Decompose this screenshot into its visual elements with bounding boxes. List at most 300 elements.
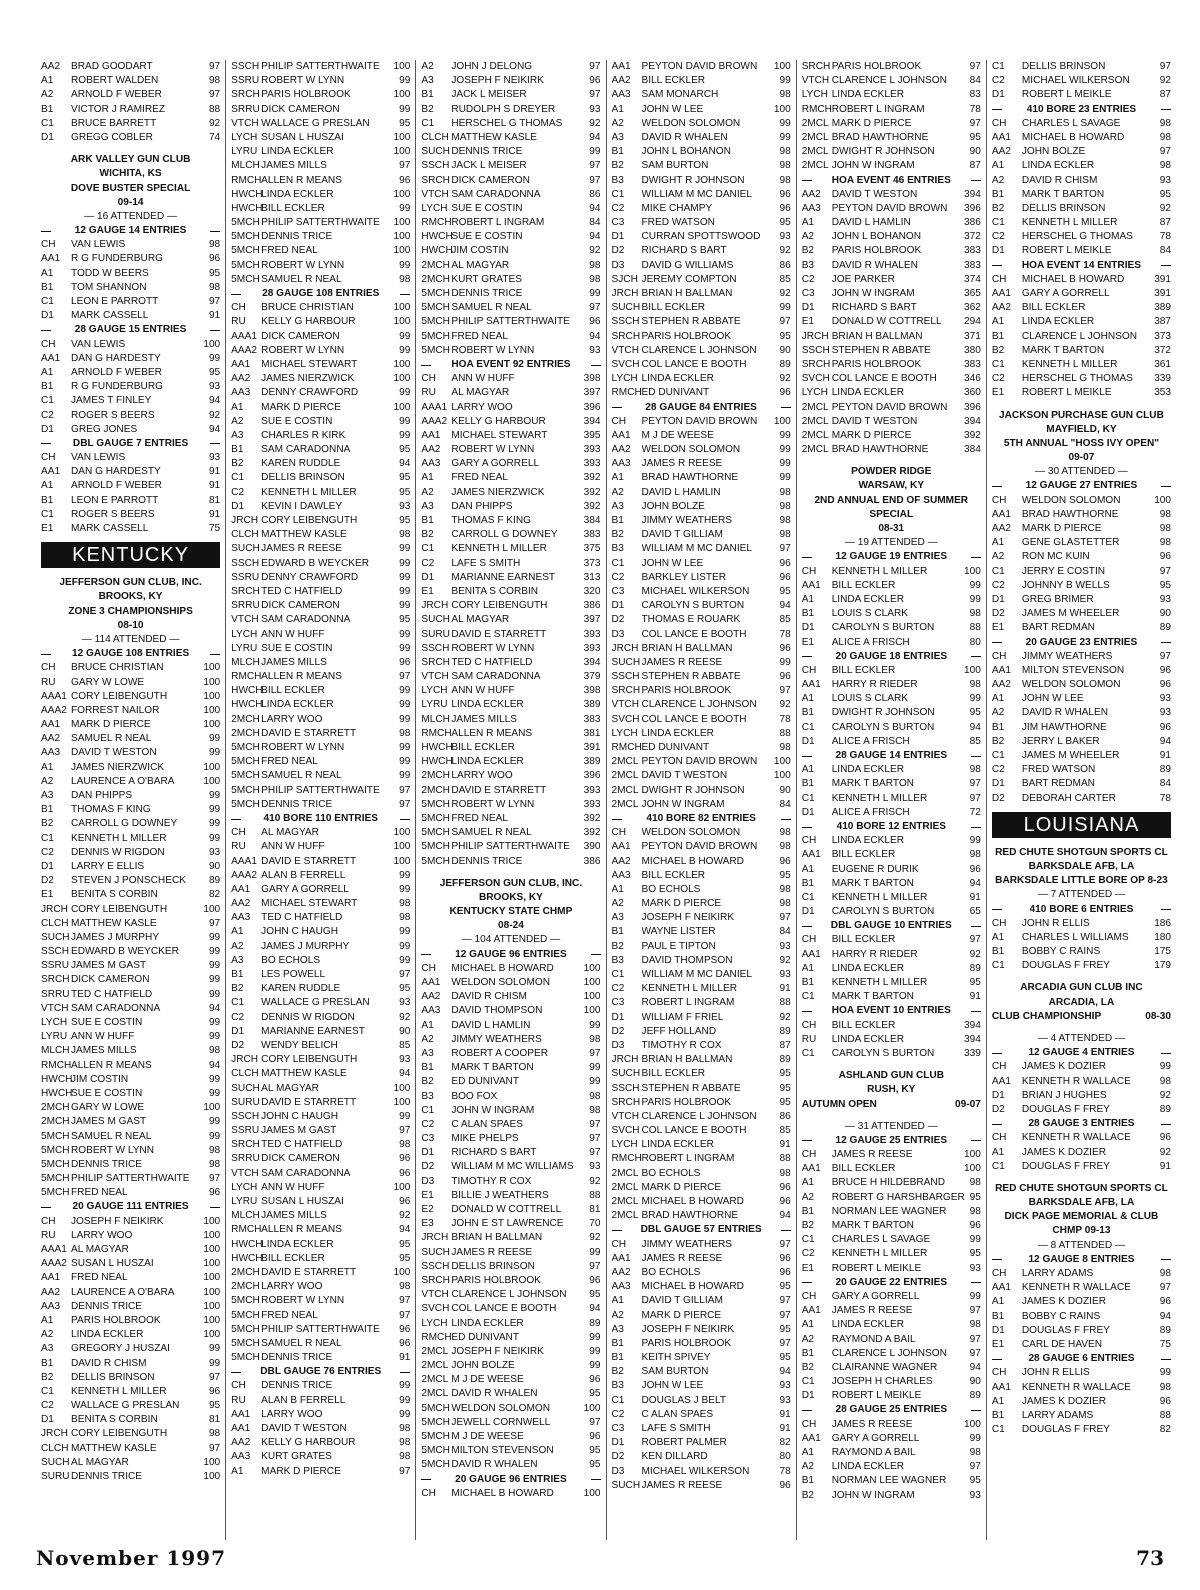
class-code: AA1 [801, 948, 821, 960]
shooter-name: DAVID E STARRETT [261, 1096, 357, 1108]
score: 100 [393, 217, 411, 229]
shooter-name: DAVID R CHISM [451, 991, 527, 1003]
result-row [802, 1432, 981, 1446]
dash-left [802, 1282, 812, 1283]
class-code: B1 [421, 89, 434, 101]
shooter-name: JOHN E ST LAWRENCE [451, 1218, 564, 1230]
shooter-name: KENNETH L MILLER [261, 486, 357, 498]
score: 92 [779, 1011, 791, 1023]
result-row [992, 579, 1171, 593]
class-code: AA1 [231, 358, 251, 370]
event-heading [421, 1473, 600, 1487]
result-row [992, 60, 1171, 74]
shooter-name: ED DUNIVANT [451, 1331, 520, 1343]
shooter-name: SUE E COSTIN [261, 415, 333, 427]
result-row [992, 330, 1171, 344]
score: 94 [779, 600, 791, 612]
result-row [421, 145, 600, 159]
class-code: SUCH [231, 543, 260, 555]
class-code: C1 [991, 358, 1005, 370]
shooter-name: WELDON SOLOMON [451, 977, 551, 988]
shooter-name: PARIS HOLBROOK [261, 89, 351, 101]
score: 85 [779, 614, 791, 626]
score: 99 [399, 1394, 411, 1406]
class-code: A3 [611, 500, 624, 512]
class-code: AA3 [611, 1281, 631, 1293]
score: 100 [393, 302, 411, 314]
shooter-name: DENNIS W RIGDON [71, 846, 165, 858]
result-row [802, 1418, 981, 1432]
result-row [41, 945, 220, 959]
dash-right [971, 1282, 981, 1283]
result-row [992, 735, 1171, 749]
shooter-name: PHILIP SATTERTHWAITE [261, 217, 380, 229]
class-code: 5MCH [421, 344, 450, 356]
score: 98 [1159, 1381, 1172, 1393]
score: 94 [969, 721, 981, 733]
result-row [421, 273, 600, 287]
class-code: D1 [41, 1414, 54, 1426]
result-row [231, 585, 410, 599]
class-code: AA2 [231, 373, 251, 385]
result-row [421, 315, 600, 329]
shooter-name: CLARENCE L JOHNSON [1021, 330, 1138, 342]
score: 389 [583, 756, 601, 768]
score: 98 [208, 75, 221, 87]
score: 99 [208, 818, 221, 830]
class-code: SRRU [231, 600, 260, 612]
result-row [992, 88, 1171, 102]
score: 95 [399, 1252, 411, 1264]
class-code: 2MCL [611, 1210, 639, 1222]
event-title: 410 BORE 6 ENTRIES [1029, 903, 1134, 915]
result-row [992, 550, 1171, 564]
result-row [612, 174, 791, 188]
result-row [41, 661, 220, 675]
result-row [41, 1030, 220, 1044]
dash-right [1161, 486, 1171, 487]
class-code: AAA2 [231, 344, 257, 356]
shooter-name: LINDA ECKLER [71, 1329, 144, 1341]
result-row [612, 273, 791, 287]
shooter-name: ED DUNIVANT [451, 1076, 520, 1088]
score: 86 [589, 188, 601, 200]
result-row [41, 917, 220, 931]
shooter-name: ROGER S BEERS [71, 409, 155, 421]
club-heading-line: ARCADIA GUN CLUB INC [1020, 982, 1143, 994]
class-code: C3 [611, 585, 625, 597]
result-row [231, 1337, 410, 1351]
score: 91 [1159, 750, 1172, 761]
class-code: A3 [41, 1343, 54, 1355]
class-code: A2 [421, 61, 434, 72]
result-row [802, 330, 981, 344]
result-row [612, 571, 791, 585]
class-code: B1 [41, 804, 54, 816]
shooter-name: DENNIS TRICE [261, 1352, 333, 1364]
result-row [231, 528, 410, 542]
result-row [421, 1075, 600, 1089]
result-row [802, 579, 981, 593]
result-row [421, 1203, 600, 1217]
score: 95 [399, 444, 411, 456]
club-heading-line: BARKSDALE LITTLE BORE OP 8-23 [995, 875, 1168, 887]
class-code: SSCH [611, 671, 640, 683]
score: 93 [589, 103, 601, 115]
class-code: C1 [991, 217, 1005, 229]
result-row [231, 713, 410, 727]
score: 98 [779, 1167, 791, 1179]
shooter-name: CORY LEIBENGUTH [261, 515, 358, 526]
class-code: A2 [801, 1333, 815, 1345]
result-row [802, 230, 981, 244]
result-row [992, 287, 1171, 301]
class-code: AAA2 [41, 704, 67, 716]
result-row [612, 60, 791, 74]
shooter-name: JEFF HOLLAND [641, 1025, 717, 1037]
shooter-name: ANN W HUFF [261, 1181, 325, 1193]
result-row [992, 1060, 1171, 1074]
shooter-name: KAREN RUDDLE [261, 458, 341, 470]
score: 95 [969, 707, 981, 719]
club-heading-line: ARK VALLEY GUN CLUB [70, 154, 191, 166]
result-row [41, 888, 220, 902]
results-column [415, 60, 605, 1540]
result-row [802, 443, 981, 457]
result-row [992, 131, 1171, 145]
class-code: D1 [41, 860, 54, 872]
shooter-name: DONALD W COTTRELL [451, 1204, 562, 1215]
shooter-name: LINDA ECKLER [641, 727, 714, 739]
result-row [231, 230, 410, 244]
result-row [802, 117, 981, 131]
shooter-name: JAMES J MURPHY [71, 931, 160, 943]
score: 100 [393, 131, 411, 143]
score: 98 [589, 1104, 601, 1116]
class-code: SUCH [611, 1479, 641, 1491]
score: 100 [393, 827, 411, 839]
shooter-name: KENNETH L MILLER [1021, 217, 1118, 229]
score: 386 [964, 217, 981, 229]
score: 89 [208, 875, 221, 887]
result-row [41, 1087, 220, 1101]
score: 90 [969, 1376, 981, 1388]
shooter-name: TODD W BEERS [71, 267, 149, 279]
event-title: 12 GAUGE 19 ENTRIES [835, 551, 948, 563]
class-code: E1 [801, 1262, 815, 1274]
class-code: B1 [421, 1062, 434, 1074]
class-code: SUCH [421, 1246, 450, 1258]
class-code: SVCH [611, 358, 640, 370]
result-row [231, 940, 410, 954]
shooter-name: CURRAN SPOTTSWOOD [641, 231, 761, 243]
class-code: A2 [801, 1191, 815, 1203]
class-code: AA1 [801, 849, 821, 861]
class-code: A1 [611, 1295, 624, 1307]
score: 100 [583, 1487, 601, 1499]
shooter-name: HARRY R RIEDER [831, 679, 918, 691]
score: 86 [779, 1110, 791, 1122]
shooter-name: KENNETH L MILLER [71, 1385, 167, 1397]
result-row [231, 798, 410, 812]
score: 99 [399, 713, 411, 725]
shooter-name: LARRY ADAMS [1021, 1268, 1094, 1280]
result-row [612, 1309, 791, 1323]
score: 100 [203, 662, 221, 674]
result-row [612, 486, 791, 500]
class-code: 2MCL [611, 1196, 639, 1207]
class-code: A1 [41, 480, 54, 492]
shooter-name: DWIGHT R JOHNSON [641, 784, 745, 796]
shooter-name: DAVID T GILLIAM [641, 1295, 723, 1307]
result-row [802, 593, 981, 607]
class-code: SUCH [611, 656, 641, 668]
dash-left [421, 1479, 431, 1480]
class-code: B2 [611, 1366, 624, 1378]
shooter-name: LAFE S SMITH [451, 557, 521, 569]
result-row [421, 784, 600, 798]
shooter-name: MARK T BARTON [451, 1062, 534, 1074]
score: 99 [399, 756, 411, 768]
class-code: CH [991, 117, 1007, 129]
result-row [231, 1252, 410, 1266]
score: 98 [1159, 131, 1172, 143]
class-code: VTCH [41, 1002, 69, 1014]
result-row [612, 1408, 791, 1422]
result-row [231, 1450, 410, 1464]
score: 99 [589, 146, 601, 158]
shooter-name: LOUIS S CLARK [831, 693, 908, 705]
shooter-name: BILL ECKLER [641, 1068, 706, 1080]
score: 96 [399, 1323, 411, 1335]
result-row [41, 465, 220, 479]
class-code: RU [231, 1394, 246, 1406]
class-code: E1 [421, 585, 434, 597]
class-code: RMCH [231, 174, 262, 186]
score: 93 [779, 231, 791, 243]
class-code: D2 [991, 608, 1005, 620]
class-code: RMCH [611, 742, 642, 753]
class-code: LYCH [421, 1317, 448, 1329]
shooter-name: JAMES NIERZWICK [261, 373, 355, 385]
score: 96 [1159, 551, 1172, 563]
class-code: C1 [801, 991, 815, 1003]
score: 95 [779, 217, 791, 229]
club-heading-line: — 8 ATTENDED — [1037, 1239, 1126, 1251]
class-code: HWCH [231, 699, 263, 711]
score: 392 [583, 472, 601, 484]
class-code: AA3 [421, 458, 441, 470]
club-heading-line: JEFFERSON GUN CLUB, INC. [59, 577, 202, 589]
score: 100 [393, 401, 411, 413]
result-row [421, 571, 600, 585]
result-row [41, 1016, 220, 1030]
shooter-name: CORY LEIBENGUTH [71, 690, 168, 702]
shooter-name: FRED WATSON [1021, 764, 1096, 776]
shooter-name: GARY A GORRELL [1021, 288, 1110, 299]
class-code: B1 [801, 1205, 815, 1217]
score: 99 [208, 1357, 221, 1369]
class-code: RMCH [801, 103, 832, 115]
shooter-name: MARK D PIERCE [641, 1309, 722, 1321]
class-code: AA3 [611, 89, 631, 101]
score: 99 [399, 926, 411, 938]
result-row [231, 1379, 410, 1393]
club-event-line [802, 1098, 981, 1112]
class-code: CH [801, 1149, 817, 1161]
result-row [231, 1025, 410, 1039]
shooter-name: DAVID R WHALEN [641, 131, 728, 143]
class-code: AAA1 [41, 1244, 67, 1255]
score: 383 [964, 358, 981, 370]
score: 96 [589, 75, 601, 87]
class-code: LYCH [421, 685, 448, 697]
result-row [992, 315, 1171, 329]
class-code: D1 [611, 231, 625, 243]
score: 91 [208, 480, 221, 492]
score: 95 [399, 486, 411, 498]
result-row [231, 911, 410, 925]
result-row [992, 1089, 1171, 1103]
shooter-name: AL MAGYAR [261, 827, 319, 839]
result-row [41, 60, 220, 74]
score: 96 [1159, 1395, 1172, 1407]
event-title: 410 BORE 110 ENTRIES [263, 812, 378, 824]
result-row [41, 1044, 220, 1058]
club-heading-line: BROOKS, KY [478, 891, 543, 903]
class-code: CH [41, 1215, 56, 1227]
result-row [421, 990, 600, 1004]
shooter-name: COL LANCE E BOOTH [831, 373, 937, 385]
score: 381 [583, 727, 601, 739]
score: 93 [399, 997, 411, 1009]
class-code: 5MCH [421, 812, 450, 824]
event-heading [802, 1403, 981, 1417]
dash-right [1161, 265, 1171, 266]
class-code: CH [801, 565, 817, 577]
shooter-name: JAMES MILLS [261, 656, 327, 668]
result-row [992, 706, 1171, 720]
shooter-name: SUE E COSTIN [451, 202, 523, 214]
club-heading-line: BARKSDALE AFB, LA [1028, 1197, 1135, 1209]
class-code: VTCH [421, 1289, 449, 1301]
dash-right [971, 926, 981, 927]
result-row [421, 855, 600, 869]
result-row [612, 117, 791, 131]
result-row [612, 1422, 791, 1436]
score: 179 [1154, 960, 1172, 972]
score: 98 [779, 486, 791, 498]
shooter-name: WELDON SOLOMON [1021, 494, 1121, 506]
event-heading [802, 820, 981, 834]
dash-left [421, 365, 431, 366]
result-row [612, 287, 791, 301]
score: 100 [393, 841, 411, 853]
score: 98 [1159, 160, 1172, 172]
result-row [802, 1148, 981, 1162]
dash-left [802, 656, 812, 657]
shooter-name: BOBBY C RAINS [1021, 946, 1101, 958]
shooter-name: JOHN BOLZE [641, 500, 705, 512]
result-row [421, 528, 600, 542]
score: 92 [399, 1210, 411, 1222]
class-code: LYCH [611, 1139, 638, 1151]
shooter-name: PHILIP SATTERTHWAITE [451, 841, 570, 853]
result-row [421, 103, 600, 117]
result-row [612, 514, 791, 528]
score: 95 [208, 267, 221, 279]
result-row [41, 1158, 220, 1172]
score: 100 [583, 991, 601, 1003]
class-code: B2 [421, 103, 434, 115]
class-code: JRCH [611, 642, 639, 654]
class-code: 2MCL [421, 1360, 449, 1372]
class-code: CH [611, 827, 627, 839]
shooter-name: BRAD HAWTHORNE [1021, 508, 1119, 520]
score: 99 [1159, 1061, 1172, 1073]
event-title: 28 GAUGE 14 ENTRIES [835, 750, 948, 761]
result-row [421, 976, 600, 990]
score: 94 [1159, 735, 1172, 747]
result-row [421, 500, 600, 514]
result-row [41, 338, 220, 352]
class-code: A3 [421, 1047, 434, 1059]
result-row [231, 471, 410, 485]
shooter-name: CLARENCE L JOHNSON [451, 1289, 567, 1301]
score: 99 [779, 656, 791, 668]
result-row [612, 982, 791, 996]
score: 99 [399, 202, 411, 214]
class-code: RMCH [421, 1331, 452, 1343]
class-code: AA1 [231, 883, 251, 895]
class-code: CH [41, 452, 56, 464]
shooter-name: BO ECHOLS [641, 1167, 701, 1179]
class-code: B1 [991, 188, 1005, 200]
result-row [41, 1286, 220, 1300]
class-code: CLCH [231, 529, 259, 541]
class-code: D3 [611, 1039, 625, 1051]
class-code: AA3 [611, 869, 631, 881]
class-code: A1 [991, 537, 1005, 549]
score: 393 [583, 444, 601, 456]
result-row [41, 1328, 220, 1342]
result-row [421, 1302, 600, 1316]
shooter-name: MATTHEW KASLE [261, 529, 347, 541]
result-row [41, 1314, 220, 1328]
class-code: AA3 [41, 1300, 61, 1312]
shooter-name: BART REDMAN [1021, 622, 1095, 634]
score: 392 [964, 429, 981, 441]
score: 96 [399, 1196, 411, 1207]
shooter-name: KAREN RUDDLE [261, 983, 341, 995]
score: 391 [1154, 273, 1172, 285]
shooter-name: LINDA ECKLER [1021, 160, 1095, 172]
class-code: C2 [991, 579, 1005, 591]
class-code: CH [421, 1487, 436, 1499]
event-title: HOA EVENT 92 ENTRIES [451, 358, 571, 370]
score: 92 [589, 1175, 601, 1187]
shooter-name: KENNETH L MILLER [831, 977, 928, 988]
class-code: A3 [611, 1323, 624, 1335]
shooter-name: BENITA S CORBIN [71, 1414, 158, 1426]
score: 98 [589, 1090, 601, 1102]
shooter-name: JOSEPH F NEIKIRK [641, 912, 735, 924]
result-row [612, 244, 791, 258]
shooter-name: DAVID E STARRETT [261, 1266, 357, 1278]
score: 365 [964, 288, 981, 299]
result-row [612, 656, 791, 670]
shooter-name: JIM COSTIN [451, 245, 509, 257]
